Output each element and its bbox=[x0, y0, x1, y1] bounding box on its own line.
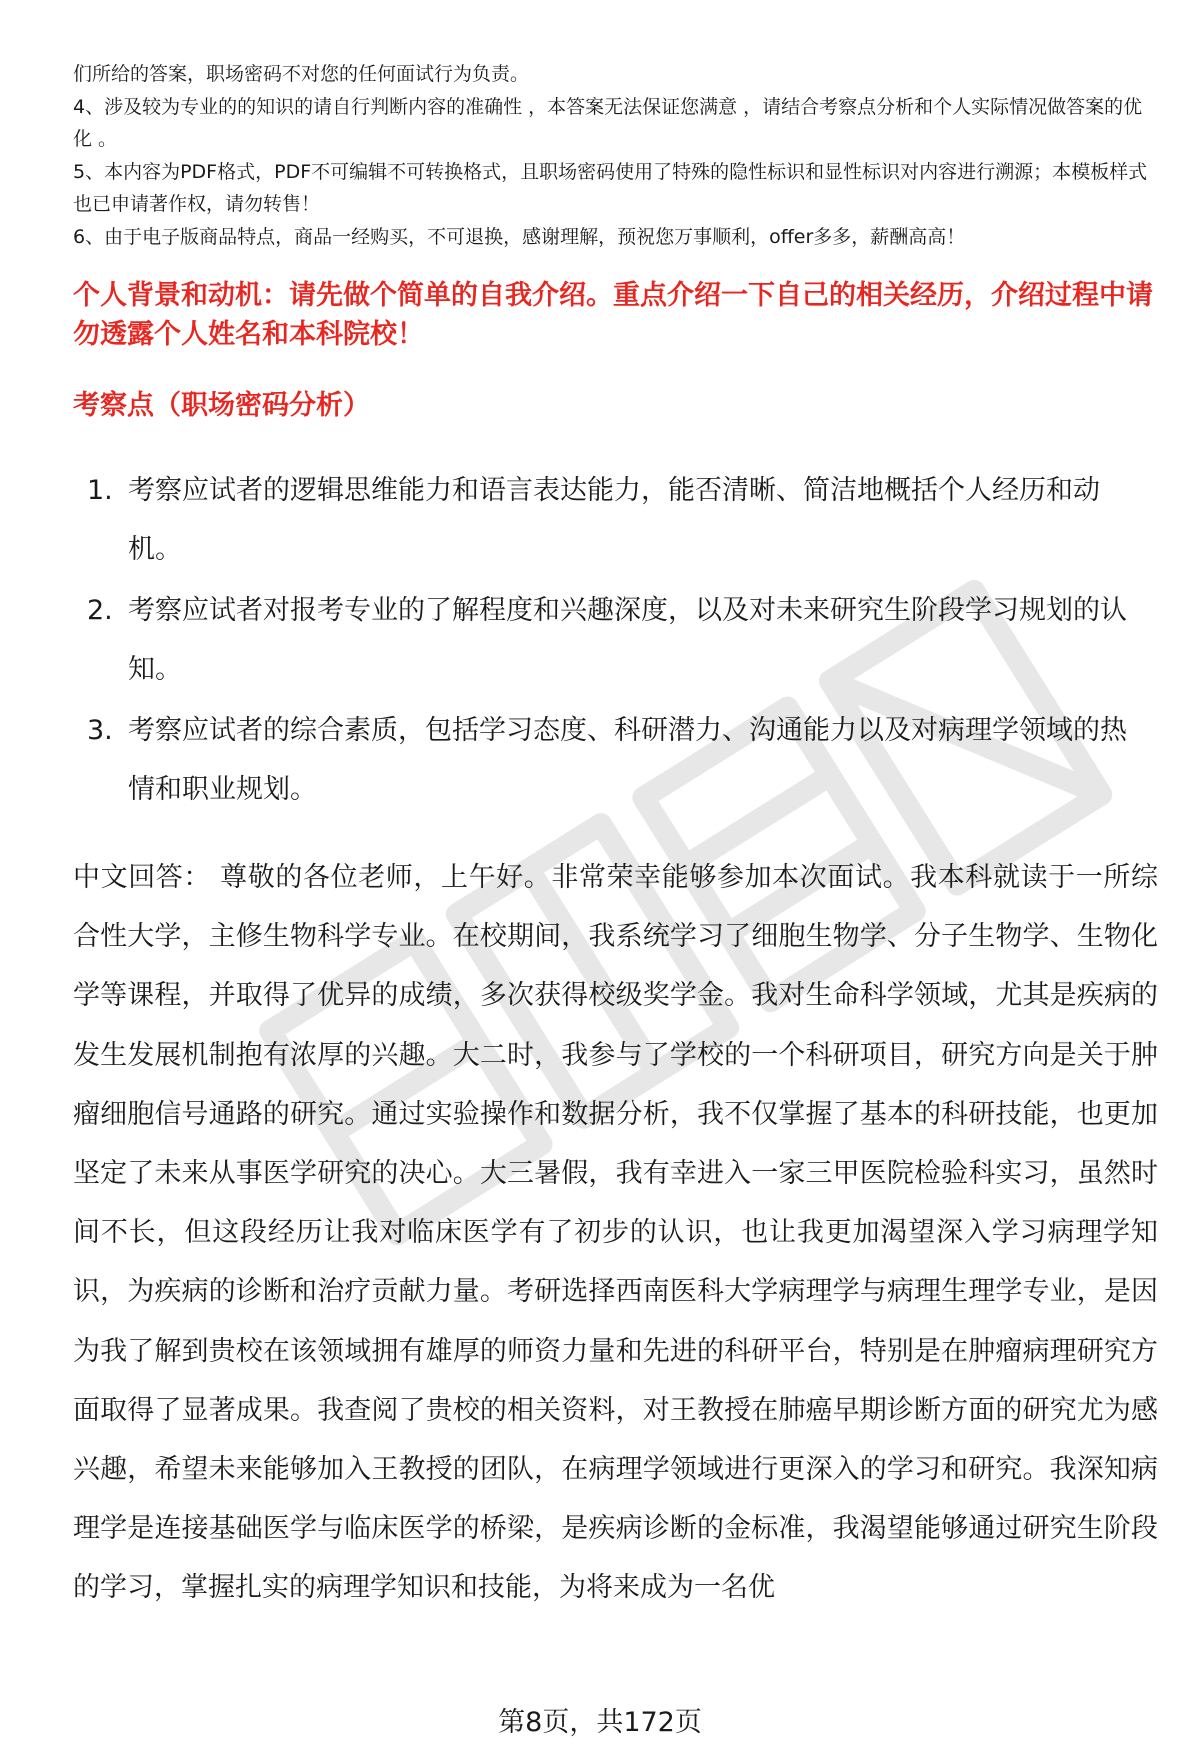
disclaimer-notes bbox=[73, 58, 1153, 253]
analysis-point bbox=[73, 581, 1153, 699]
analysis-heading: 考察点（职场密码分析） bbox=[73, 390, 370, 421]
point-text: 考察应试者的综合素质，包括学习态度、科研潜力、沟通能力以及对病理学领域的热情和职业规划。 bbox=[128, 715, 1127, 805]
note-line: 们所给的答案，职场密码不对您的任何面试行为负责。 bbox=[73, 63, 530, 85]
page-number: 第8页，共172页 bbox=[498, 1707, 702, 1738]
point-text: 考察应试者的逻辑思维能力和语言表达能力，能否清晰、简洁地概括个人经历和动机。 bbox=[128, 475, 1100, 565]
point-number: 3. bbox=[87, 715, 113, 746]
note-line: 6、由于电子版商品特点，商品一经购买，不可退换，感谢理解，预祝您万事顺利，offer多多，薪酬高高！ bbox=[73, 225, 966, 248]
point-number: 1. bbox=[87, 475, 113, 506]
answer-paragraph: 中文回答： 尊敬的各位老师，上午好。非常荣幸能够参加本次面试。我本科就读于一所综合性大学，主修生物科学专业。在校期间，我系统学习了细胞生物学、分子生物学、生物化学等课程，并取得了优异的成绩，多次获得校级奖学金。我对生命科学领域，尤其是疾病的发生发展机制抱有浓厚的兴趣。大二时，我参与了学校的一个科研项目，研究方向是关于肿瘤细胞信号通路的研究。通过实验操作和数据分析，我不仅掌握了基本的科研技能，也更加坚定了未来从事医学研究的决心。大三暑假，我有幸进入一家三甲医院检验科实习，虽然时间不长，但这段经历让我对临床医学有了初步的认识，也让我更加渴望深入学习病理学知识，为疾病的诊断和治疗贡献力量。考研选择西南医科大学病理学与病理生理学专业，是因为我了解到贵校在该领域拥有雄厚的师资力量和先进的科研平台，特别是在肿瘤病理研究方面取得了显著成果。我查阅了贵校的相关资料，对王教授在肺癌早期诊断方面的研究尤为感兴趣，希望未来能够加入王教授的团队，在病理学领域进行更深入的学习和研究。我深知病理学是连接基础医学与临床医学的桥梁，是疾病诊断的金标准，我渴望能够通过研究生阶段的学习，掌握扎实的病理学知识和技能，为将来成为一名优 bbox=[73, 862, 1158, 1604]
note-line: 5、本内容为PDF格式，PDF不可编辑不可转换格式，且职场密码使用了特殊的隐性标识和显性标识对内容进行溯源；本模板样式也已申请著作权，请勿转售！ bbox=[73, 160, 1148, 215]
note-line: 4、涉及较为专业的的知识的请自行判断内容的准确性 ，本答案无法保证您满意 ，请结合考察点分析和个人实际情况做答案的优化 。 bbox=[73, 95, 1143, 150]
analysis-point bbox=[73, 461, 1153, 579]
point-number: 2. bbox=[87, 595, 113, 626]
interview-question: 个人背景和动机：请先做个简单的自我介绍。重点介绍一下自己的相关经历，介绍过程中请勿透露个人姓名和本科院校！ bbox=[73, 280, 1153, 350]
analysis-point bbox=[73, 701, 1153, 819]
analysis-points bbox=[73, 461, 1153, 821]
point-text: 考察应试者对报考专业的了解程度和兴趣深度，以及对未来研究生阶段学习规划的认知。 bbox=[128, 595, 1127, 685]
